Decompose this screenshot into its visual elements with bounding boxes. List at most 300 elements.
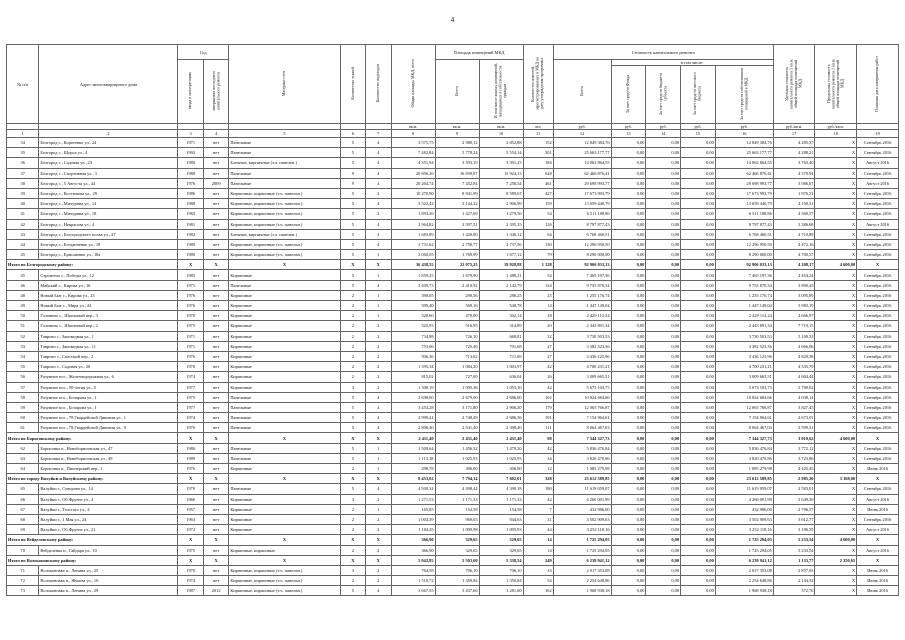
table-cell: 44 xyxy=(7,239,39,249)
table-cell: 249 xyxy=(523,555,553,565)
table-cell: 1986 xyxy=(178,443,203,453)
table-cell: 7 xyxy=(523,504,553,514)
table-cell: Август 2016 xyxy=(857,219,899,229)
table-cell: Х xyxy=(366,260,391,270)
table-row xyxy=(7,239,899,249)
table-cell: 0,00 xyxy=(681,280,716,290)
table-cell: 34 xyxy=(7,138,39,148)
table-cell: Панельные xyxy=(229,178,340,188)
table-cell: 2 395,35 xyxy=(479,219,523,229)
address-cell: Таврово с., Спасский пер., 2 xyxy=(39,351,178,361)
table-cell: 2 254 648,86 xyxy=(715,576,773,586)
table-cell: 2 985,20 xyxy=(773,474,815,484)
table-cell: Х xyxy=(815,494,857,504)
address-cell: Майский с., Кирова ул., 16 xyxy=(39,280,178,290)
table-cell: 1 113,18 xyxy=(391,453,435,463)
address-cell: Белгород с., Белгородского полка ул., 27 xyxy=(39,229,178,239)
table-cell: 2 409,73 xyxy=(391,280,435,290)
table-cell: 0,00 xyxy=(681,260,716,270)
table-cell: 0,00 xyxy=(681,138,716,148)
table-cell: 54 xyxy=(523,576,553,586)
table-cell: 0,00 xyxy=(681,250,716,260)
table-cell: 0,00 xyxy=(681,219,716,229)
column-number-cell-2: 2 xyxy=(39,130,178,138)
table-cell: 3 196,55 xyxy=(773,525,815,535)
table-cell: 6 768 460,51 xyxy=(553,229,611,239)
table-cell: Х xyxy=(229,535,340,545)
table-cell: 2 xyxy=(340,321,365,331)
table-cell: 0,00 xyxy=(611,545,646,555)
table-cell: Х xyxy=(340,433,365,443)
table-cell: 5 xyxy=(340,239,365,249)
table-cell: 42 xyxy=(523,494,553,504)
table-cell: Х xyxy=(203,535,228,545)
table-cell: 2 xyxy=(340,464,365,474)
table-cell: 3 252 118,16 xyxy=(715,525,773,535)
table-cell: Х xyxy=(815,484,857,494)
table-cell: 1 725 294,05 xyxy=(553,545,611,555)
table-cell: 1 968 938,18 xyxy=(553,586,611,596)
table-cell: 7 154 964,61 xyxy=(553,413,611,423)
table-cell: 2 xyxy=(340,362,365,372)
table-cell: 0,00 xyxy=(646,504,681,514)
table-cell: 1975 xyxy=(178,321,203,331)
table-cell: 0,00 xyxy=(611,229,646,239)
table-cell: 5 xyxy=(340,138,365,148)
table-cell: 1981 xyxy=(178,219,203,229)
table-cell: Сентябрь 2016 xyxy=(857,138,899,148)
table-cell: 0,00 xyxy=(681,484,716,494)
table-cell: Х xyxy=(815,229,857,239)
table-cell: 734,98 xyxy=(391,331,435,341)
table-cell: 54 xyxy=(7,351,39,361)
table-cell: 329,65 xyxy=(479,545,523,555)
table-cell: 1974 xyxy=(178,372,203,382)
table-cell: 4 xyxy=(366,178,391,188)
address-cell: Строитель с., Победы ул., 12 xyxy=(39,270,178,280)
table-cell: Панельные xyxy=(229,443,340,453)
column-number-cell-5: 5 xyxy=(229,130,340,138)
table-cell: 0,00 xyxy=(646,280,681,290)
table-cell: нет xyxy=(203,453,228,463)
table-cell: 0,00 xyxy=(681,535,716,545)
table-cell: 8 064 467,03 xyxy=(553,423,611,433)
table-cell: 39 xyxy=(7,188,39,198)
table-cell: 711,69 xyxy=(479,351,523,361)
table-cell: 0,00 xyxy=(681,413,716,423)
table-cell: Х xyxy=(815,372,857,382)
address-cell: Волоконовка п., Жукова ул., 16 xyxy=(39,576,178,586)
table-cell: 1977 xyxy=(178,402,203,412)
table-cell: 1971 xyxy=(178,280,203,290)
table-cell: Х xyxy=(340,260,365,270)
table-cell: 4 498,44 xyxy=(435,484,479,494)
table-cell: 4 208,17 xyxy=(773,260,815,270)
table-cell: нет xyxy=(203,199,228,209)
table-cell: нет xyxy=(203,138,228,148)
table-cell: 5 xyxy=(340,423,365,433)
table-cell: 3 827,45 xyxy=(773,402,815,412)
table-cell: Кирпичные xyxy=(229,341,340,351)
table-cell: 5 942,85 xyxy=(391,555,435,565)
table-cell: 64 xyxy=(523,229,553,239)
table-cell: 5 xyxy=(340,209,365,219)
table-cell: 3 502 909,63 xyxy=(715,514,773,524)
table-cell: 5 xyxy=(340,484,365,494)
table-cell: 1 350,84 xyxy=(479,576,523,586)
table-cell: нет xyxy=(203,565,228,575)
table-cell: Кирпичные xyxy=(229,321,340,331)
table-cell: 2 xyxy=(366,514,391,524)
table-cell: 43 xyxy=(7,229,39,239)
table-cell: 0,00 xyxy=(681,433,716,443)
table-cell: 2 686,00 xyxy=(479,392,523,402)
table-cell: Блочные, кирпичные (т.ч. панельн.) xyxy=(229,229,340,239)
subtotal-row xyxy=(7,535,899,545)
table-cell: 0,00 xyxy=(611,514,646,524)
table-cell: Август 2016 xyxy=(857,178,899,188)
table-cell: Кирпичные, кирпичные (т.ч. панельн.) xyxy=(229,199,340,209)
table-cell: 8 797 877,43 xyxy=(553,219,611,229)
table-cell: 3 731,62 xyxy=(391,239,435,249)
table-cell: 42 xyxy=(523,382,553,392)
table-cell: 7 465 197,36 xyxy=(715,270,773,280)
table-cell: 0,00 xyxy=(611,341,646,351)
table-cell: Сентябрь 2016 xyxy=(857,199,899,209)
table-row xyxy=(7,331,899,341)
table-cell: 0,00 xyxy=(646,239,681,249)
table-cell: 0,00 xyxy=(681,555,716,565)
table-cell: Сентябрь 2016 xyxy=(857,229,899,239)
table-cell: 0,00 xyxy=(681,474,716,484)
table-cell: 599,40 xyxy=(391,301,435,311)
unit-cell-9: кв.м. xyxy=(435,124,479,130)
table-cell: 1963 xyxy=(178,514,203,524)
header-floors: Количество этажей xyxy=(340,45,365,124)
table-cell: нет xyxy=(203,219,228,229)
table-cell: 5 338,54 xyxy=(479,555,523,565)
table-cell: Август 2016 xyxy=(857,545,899,555)
table-cell: 2 xyxy=(366,209,391,219)
table-cell: 0,00 xyxy=(611,555,646,565)
table-cell: 0,00 xyxy=(611,443,646,453)
table-cell: 2 679,00 xyxy=(435,392,479,402)
table-cell: 17 673 993,79 xyxy=(553,188,611,198)
table-cell: 1976 xyxy=(178,290,203,300)
table-cell: 5 xyxy=(340,148,365,158)
table-cell: 1 095,36 xyxy=(435,382,479,392)
column-number-cell-3: 3 xyxy=(178,130,203,138)
table-cell: 180 xyxy=(523,484,553,494)
table-cell: Июнь 2016 xyxy=(857,504,899,514)
table-cell: 165,85 xyxy=(391,504,435,514)
column-number-cell-12: 12 xyxy=(553,130,611,138)
table-cell: 0,00 xyxy=(646,433,681,443)
table-cell: Х xyxy=(815,362,857,372)
table-cell: 61 xyxy=(7,423,39,433)
table-row xyxy=(7,209,899,219)
table-cell: Х xyxy=(366,433,391,443)
table-cell: 0,00 xyxy=(681,565,716,575)
table-cell: 1 725 294,05 xyxy=(715,535,773,545)
table-cell: нет xyxy=(203,443,228,453)
table-cell: 815,02 xyxy=(391,372,435,382)
table-cell: 0,00 xyxy=(646,321,681,331)
address-cell: Белгород с., Мичурина ул., 14 xyxy=(39,199,178,209)
table-cell: 2 673,91 xyxy=(773,413,815,423)
table-cell: Июнь 2016 xyxy=(857,565,899,575)
subtotal-row xyxy=(7,433,899,443)
table-cell: 2 980,12 xyxy=(435,138,479,148)
table-cell: 0,00 xyxy=(646,555,681,565)
header-premises-total: Всего xyxy=(435,60,479,124)
table-cell: 3 009 665,51 xyxy=(553,372,611,382)
address-cell: Белгород с., Некрасова ул., 4 xyxy=(39,219,178,229)
table-row xyxy=(7,199,899,209)
column-number-cell-7: 7 xyxy=(366,130,391,138)
table-cell: 3 xyxy=(366,229,391,239)
table-cell: 25 xyxy=(523,290,553,300)
table-row xyxy=(7,504,899,514)
table-cell: нет xyxy=(203,382,228,392)
table-cell: 23 612 589,85 xyxy=(553,474,611,484)
table-cell: 0,00 xyxy=(646,250,681,260)
table-cell: 8 797 877,43 xyxy=(715,219,773,229)
table-cell: Х xyxy=(815,168,857,178)
table-cell: нет xyxy=(203,413,228,423)
table-cell: 0,00 xyxy=(611,351,646,361)
table-cell: 366,90 xyxy=(391,535,435,545)
table-cell: 0,00 xyxy=(611,494,646,504)
table-cell: Х xyxy=(815,301,857,311)
table-cell: 5 xyxy=(340,453,365,463)
table-cell: 6 768 460,51 xyxy=(715,229,773,239)
table-cell: Сентябрь 2016 xyxy=(857,514,899,524)
table-cell: 0,00 xyxy=(646,453,681,463)
table-cell: 66 xyxy=(7,494,39,504)
table-cell: 5 xyxy=(340,413,365,423)
table-cell: 8 941,99 xyxy=(435,188,479,198)
table-cell: 6 239 941,12 xyxy=(553,555,611,565)
table-row xyxy=(7,229,899,239)
address-cell: Разумное пос., Бочарова ул., 1 xyxy=(39,402,178,412)
table-cell: 0,00 xyxy=(646,464,681,474)
table-cell: 1 128 xyxy=(523,260,553,270)
table-cell: 126 xyxy=(523,219,553,229)
table-cell: 7 452,84 xyxy=(435,178,479,188)
table-cell: 0,00 xyxy=(611,168,646,178)
table-cell: 4 xyxy=(366,413,391,423)
table-row xyxy=(7,392,899,402)
table-cell: 706,10 xyxy=(435,565,479,575)
table-cell: 0,00 xyxy=(611,504,646,514)
table-cell: 1980 xyxy=(178,168,203,178)
table-cell: 4 425,45 xyxy=(773,464,815,474)
table-cell: Сентябрь 2016 xyxy=(857,402,899,412)
address-cell: Головино с., Школьный пер., 2 xyxy=(39,321,178,331)
table-cell: 1 255 176,74 xyxy=(553,290,611,300)
table-cell: 1976 xyxy=(178,423,203,433)
table-cell: 0,00 xyxy=(681,178,716,188)
table-cell: 0,00 xyxy=(646,270,681,280)
table-cell: 2 xyxy=(366,576,391,586)
address-cell: Разумное пос., Железнодорожная ул., 6 xyxy=(39,372,178,382)
table-cell: Х xyxy=(229,433,340,443)
table-cell: 3 009 665,51 xyxy=(715,372,773,382)
table-cell: 0,00 xyxy=(611,433,646,443)
table-cell: 1 171,33 xyxy=(479,494,523,504)
table-cell: нет xyxy=(203,504,228,514)
table-cell: нет xyxy=(203,402,228,412)
column-number-cell-15: 15 xyxy=(681,130,716,138)
table-cell: 432 986,00 xyxy=(715,504,773,514)
table-cell: 3 772,12 xyxy=(773,443,815,453)
table-cell: нет xyxy=(203,423,228,433)
table-row xyxy=(7,188,899,198)
table-cell: Панельные xyxy=(229,280,340,290)
table-cell: 1 447 149,04 xyxy=(553,301,611,311)
table-cell: 0,00 xyxy=(611,270,646,280)
table-cell: 2 xyxy=(366,565,391,575)
table-cell: 4 xyxy=(366,402,391,412)
table-cell: Кирпичные xyxy=(229,311,340,321)
table-cell: 53 xyxy=(7,341,39,351)
table-cell: 2 597,51 xyxy=(435,219,479,229)
column-numbers-row xyxy=(7,130,899,138)
column-number-cell-13: 13 xyxy=(611,130,646,138)
unit-cell-11: чел. xyxy=(523,124,553,130)
table-cell: 314,89 xyxy=(479,321,523,331)
table-cell: 13 659 440,79 xyxy=(715,199,773,209)
table-cell: Сентябрь 2016 xyxy=(857,301,899,311)
table-cell: Х xyxy=(815,392,857,402)
table-cell: 1 003,97 xyxy=(479,362,523,372)
table-cell: нет xyxy=(203,188,228,198)
table-cell: Сентябрь 2016 xyxy=(857,239,899,249)
table-cell: 8 589,67 xyxy=(479,188,523,198)
table-cell: Х xyxy=(857,433,899,443)
table-cell: 290,56 xyxy=(435,290,479,300)
table-cell: 37 xyxy=(7,168,39,178)
table-cell: 0,00 xyxy=(681,199,716,209)
table-cell: 713,62 xyxy=(435,351,479,361)
table-cell: 0,00 xyxy=(611,402,646,412)
table-cell: Август 2016 xyxy=(857,494,899,504)
table-cell: 0,00 xyxy=(646,168,681,178)
table-cell: 286,25 xyxy=(479,290,523,300)
table-cell: 0,00 xyxy=(611,321,646,331)
table-cell: 1 025,93 xyxy=(435,453,479,463)
table-cell: 70 xyxy=(7,545,39,555)
table-cell: Кирпичные, кирпичные (т.ч. панельн.) xyxy=(229,209,340,219)
table-cell: 3 168,00 xyxy=(815,474,857,484)
address-cell: Белгород с., Щорса ул., 4 xyxy=(39,148,178,158)
table-cell: Х xyxy=(815,209,857,219)
subtotal-label: Итого по городу Валуйки и Валуйскому району: xyxy=(7,474,178,484)
table-cell: 124 xyxy=(523,280,553,290)
table-cell: Х xyxy=(229,474,340,484)
table-cell: нет xyxy=(203,209,228,219)
table-cell: нет xyxy=(203,321,228,331)
table-cell: Х xyxy=(857,474,899,484)
table-cell: Сентябрь 2016 xyxy=(857,290,899,300)
table-cell: 4 xyxy=(366,199,391,209)
table-cell: 3 575,75 xyxy=(391,138,435,148)
table-cell: 5 673 103,75 xyxy=(553,382,611,392)
table-cell: 0,00 xyxy=(611,250,646,260)
table-cell: нет xyxy=(203,484,228,494)
table-cell: 2 xyxy=(366,525,391,535)
table-cell: 328 xyxy=(523,474,553,484)
table-cell: 2 xyxy=(340,351,365,361)
table-cell: 1 xyxy=(366,270,391,280)
table-cell: 701,68 xyxy=(479,341,523,351)
table-cell: Кирпичные, кирпичные (т.ч. панельн.) xyxy=(229,219,340,229)
table-cell: 0,00 xyxy=(611,525,646,535)
table-cell: 628 xyxy=(523,168,553,178)
page-number: 4 xyxy=(450,16,455,24)
table-cell: Сентябрь 2016 xyxy=(857,331,899,341)
table-cell: Кирпичные, кирпичные (т.ч. панельн.) xyxy=(229,188,340,198)
table-cell: 3 xyxy=(340,382,365,392)
table-cell: 3 281,60 xyxy=(479,586,523,596)
table-cell: 1 359,84 xyxy=(435,576,479,586)
table-cell: 62 466 876,41 xyxy=(553,168,611,178)
table-cell: 0,00 xyxy=(646,402,681,412)
header-limit-cost: Предельная стоимость капитального ремонта 1 кв.м. общей площади помещений МКД xyxy=(815,45,857,124)
table-cell: 2 852,88 xyxy=(479,138,523,148)
table-cell: 0,00 xyxy=(646,392,681,402)
table-cell: 45 xyxy=(7,270,39,280)
column-number-cell-8: 8 xyxy=(391,130,435,138)
table-cell: 1 395,34 xyxy=(391,362,435,372)
table-cell: 2009 xyxy=(203,178,228,188)
table-cell: Сентябрь 2016 xyxy=(857,413,899,423)
table-cell: Панельные xyxy=(229,423,340,433)
table-cell: 4 700 231,21 xyxy=(553,362,611,372)
table-cell: 4 370,94 xyxy=(773,168,815,178)
table-cell: 1 300,19 xyxy=(391,382,435,392)
header-cost-local: За счет средств местного бюджета xyxy=(681,66,716,124)
column-number-cell-17: 17 xyxy=(773,130,815,138)
table-cell: 4 600,00 xyxy=(815,260,857,270)
table-row xyxy=(7,382,899,392)
table-cell: 302,14 xyxy=(479,311,523,321)
table-cell: 1 976,51 xyxy=(773,188,815,198)
table-cell: 4 560,57 xyxy=(773,209,815,219)
table-cell: нет xyxy=(203,301,228,311)
table-cell: 5 233,54 xyxy=(773,545,815,555)
unit-cell-13: руб. xyxy=(611,124,646,130)
header-total-area: Общая площадь МКД, всего xyxy=(391,45,435,124)
table-cell: 969,63 xyxy=(435,514,479,524)
table-cell: 1989 xyxy=(178,239,203,249)
table-cell: Х xyxy=(203,555,228,565)
table-cell: 4 700,57 xyxy=(773,250,815,260)
address-cell: Новый Быт с., Кирова ул., 23 xyxy=(39,290,178,300)
table-cell: Сентябрь 2016 xyxy=(857,341,899,351)
table-cell: 25 663 177,77 xyxy=(553,148,611,158)
table-cell: 301 xyxy=(523,148,553,158)
table-cell: 34 xyxy=(523,453,553,463)
table-cell: 4 930,34 xyxy=(391,484,435,494)
address-cell: Белгород с., Костюкова ул., 29 xyxy=(39,188,178,198)
table-cell: 4 xyxy=(366,280,391,290)
table-cell: 2 xyxy=(340,545,365,555)
table-cell: 1 171,33 xyxy=(435,494,479,504)
table-cell: 7 154 964,61 xyxy=(715,413,773,423)
table-cell: 0,00 xyxy=(646,443,681,453)
